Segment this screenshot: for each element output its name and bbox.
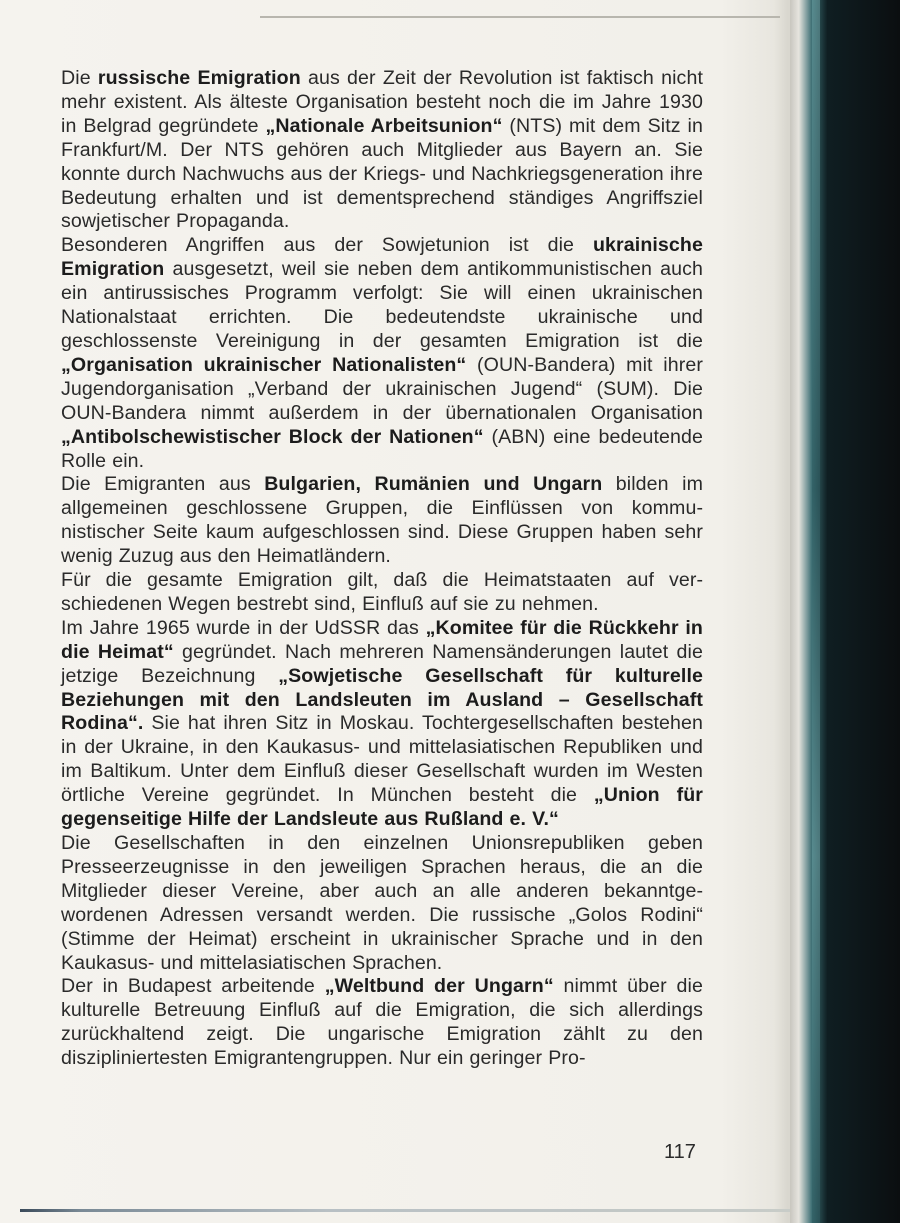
book-spine xyxy=(790,0,900,1223)
text-run: aus der Zeit der Revolution ist faktisch nicht mehr existent. Als älteste Organisation besteht noch die im Jahre 1930 in Belgrad gegründete xyxy=(61,67,703,137)
paragraph-hungarian-world-union xyxy=(61,975,703,1071)
text-run: ausgesetzt, weil sie neben dem antikommunistischen auch ein antirussisches Programm verfolgt: Sie will einen ukrainischen Nationalstaat errichten. Die bedeutendste ukrainische und geschlossenste Vereinigung in der gesamten Emigration ist die xyxy=(61,258,703,352)
text-run: Die Gesellschaften in den einzelnen Unionsrepubliken geben Presseerzeugnisse in den jeweiligen Sprachen heraus, die an die Mitglieder dieser Vereine, aber auch an alle anderen bekanntgewordenen Adressen versandt werden. Die russische „Golos Rodini“ (Stimme der Heimat) erscheint in ukrainischer Sprache und in den Kaukasus- und mittelasiatischen Sprachen. xyxy=(61,832,703,974)
text-run: Sie hat ihren Sitz in Moskau. Tochtergesellschaften bestehen in der Ukraine, in den Kaukasus- und mittelasiatischen Republiken und im Baltikum. Unter dem Einfluß dieser Gesellschaft wurden im Westen örtliche Vereine gegründet. In München besteht die xyxy=(61,712,703,807)
bold-term: „Komitee für die Rückkehr in die Heimat“ xyxy=(61,616,703,663)
paragraph-press-publications xyxy=(61,832,703,975)
paragraph-ukrainian-emigration xyxy=(61,234,703,473)
text-run: gegründet. Nach mehreren Namensänderungen lautet die jetzige Bezeichnung xyxy=(61,640,703,687)
paragraph-influence-home-states xyxy=(61,569,703,617)
text-run: Für die gesamte Emigration gilt, daß die Heimatstaaten auf verschiedenen Wegen bestrebt sind, Einfluß auf sie zu nehmen. xyxy=(61,569,703,615)
bold-term: russische Emigration xyxy=(97,67,301,89)
text-run: Besonderen Angriffen aus der Sowjetunion ist die xyxy=(61,234,593,257)
text-run: Im Jahre 1965 wurde in der UdSSR das xyxy=(61,616,426,639)
body-text xyxy=(61,67,703,1071)
text-run: nimmt über die kulturelle Betreuung Einfluß auf die Emigration, die sich allerdings zurückhaltend zeigt. Die ungarische Emigration zählt zu den diszipliniertesten Emigrantengruppen. Nur ein geringer Pro- xyxy=(61,975,703,1070)
bold-term: „Organisation ukrainischer Nationalisten“ xyxy=(61,353,467,376)
bold-term: Bulgarien, Rumänien und Ungarn xyxy=(264,473,603,496)
paragraph-russian-emigration xyxy=(61,67,703,234)
bold-term: „Sowjetische Gesellschaft für kulturelle Beziehungen mit den Landsleuten im Ausland – Gesellschaft Rodina“. xyxy=(61,664,703,735)
bold-term: „Union für gegenseitige Hilfe der Landsleute aus Rußland e. V.“ xyxy=(61,784,703,831)
bold-term: „Antibolschewistischer Block der Nationen“ xyxy=(61,425,484,448)
text-run: (OUN-Bandera) mit ihrer Jugendorganisation „Verband der ukrainischen Jugend“ (SUM). Die OUN-Bandera nimmt außerdem in der übernationalen Organisation xyxy=(61,353,703,424)
text-run: Der in Budapest arbeitende xyxy=(61,975,325,998)
text-run: Die Emigranten aus xyxy=(61,473,265,496)
book-cover-edge xyxy=(812,0,820,1223)
text-run: (ABN) eine bedeutende Rolle ein. xyxy=(61,425,703,472)
page-top-edge xyxy=(260,16,780,18)
text-run: Die xyxy=(61,67,98,89)
bold-term: „Nationale Arbeitsunion“ xyxy=(265,114,503,137)
bold-term: ukrainische Emigration xyxy=(61,234,703,281)
paragraph-balkan-emigrants xyxy=(61,473,703,569)
text-run: bilden im allgemeinen geschlossene Gruppen, die Einflüssen von kommunistischer Seite kaum aufgeschlossen sind. Diese Gruppen haben sehr wenig Zuzug aus den Heimatländern. xyxy=(61,473,703,568)
paragraph-komitee-rodina xyxy=(61,617,703,832)
page-bottom-edge xyxy=(20,1209,790,1212)
text-run: (NTS) mit dem Sitz in Frankfurt/M. Der NTS gehören auch Mitglieder aus Bayern an. Sie konnte durch Nachwuchs aus der Kriegs- und Nachkriegsgeneration ihre Bedeutung erhalten und ist dementsprechend ständiges Angriffsziel sowjetischer Propaganda. xyxy=(61,114,703,233)
bold-term: „Weltbund der Ungarn“ xyxy=(324,975,554,998)
page-number: 117 xyxy=(664,1141,696,1163)
